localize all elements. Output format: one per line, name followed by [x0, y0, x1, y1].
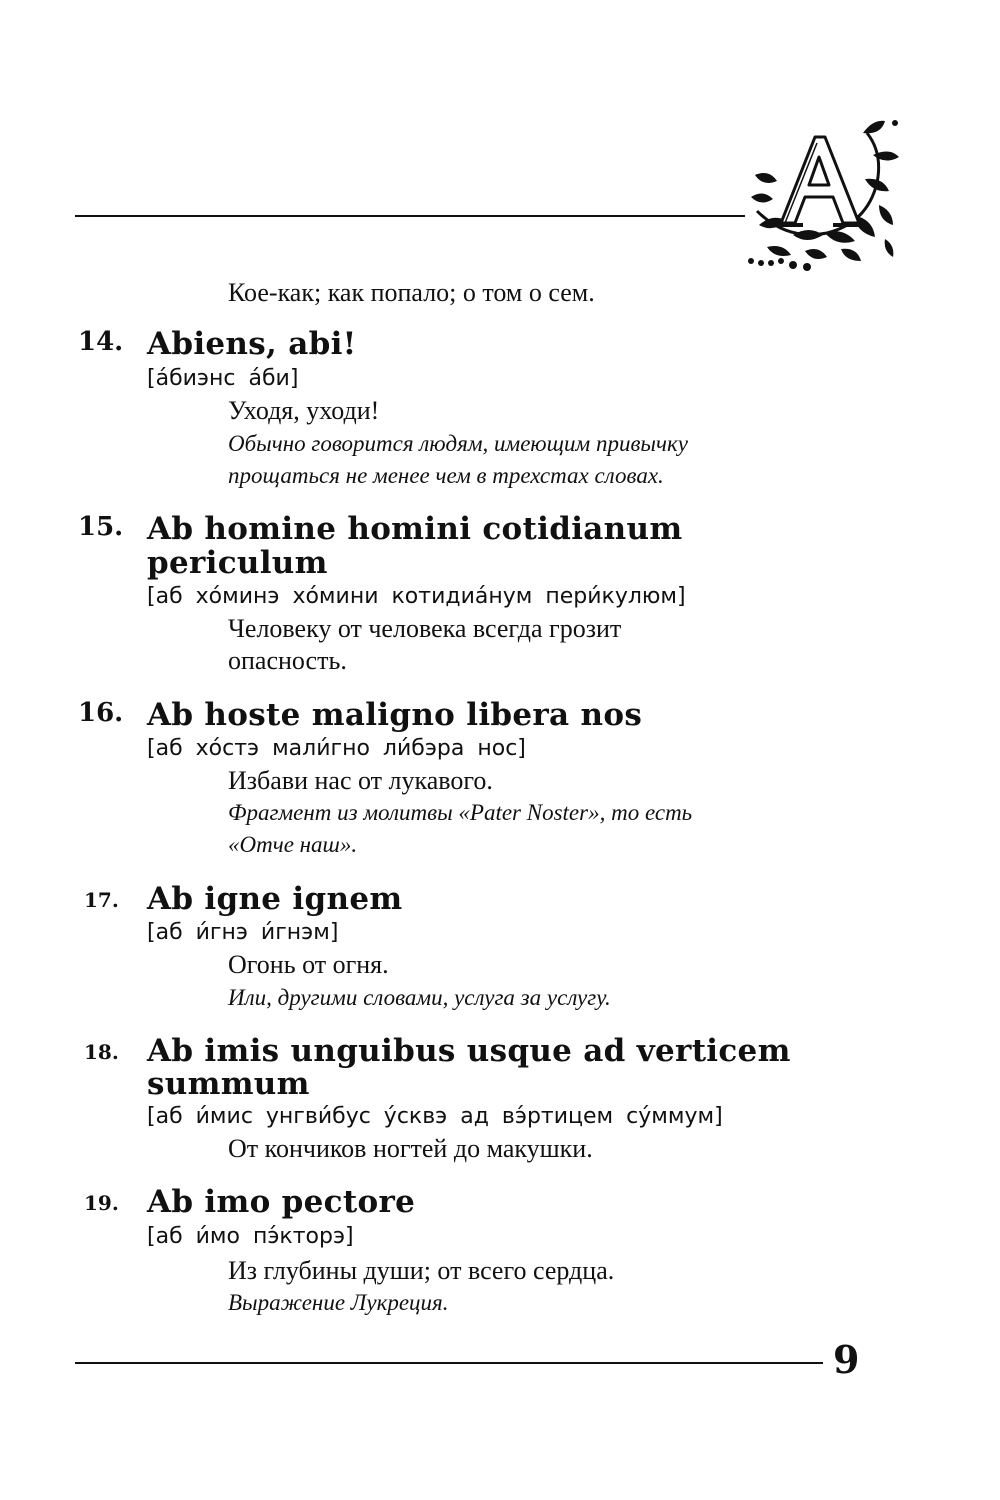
translation: Огонь от огня. [228, 950, 389, 979]
commentary: Фрагмент из молитвы «Pater Noster», то есть [228, 800, 693, 825]
commentary: прощаться не менее чем в трехстах словах. [228, 463, 664, 488]
transliteration: [аб и́гнэ и́гнэм] [147, 920, 339, 945]
latin-phrase: summum [147, 1066, 310, 1102]
translation: Из глубины души; от всего сердца. [228, 1256, 615, 1285]
ornamental-drop-cap [745, 115, 905, 275]
translation: Человеку от человека всегда грозит [228, 614, 622, 643]
latin-phrase: periculum [147, 545, 328, 581]
translation: От кончиков ногтей до макушки. [228, 1134, 593, 1163]
latin-phrase: Ab hoste maligno libera nos [147, 697, 643, 733]
entry-number: 14. [78, 327, 124, 357]
transliteration: [аб и́мо пэ́кторэ] [147, 1224, 354, 1249]
translation: опасность. [228, 646, 347, 675]
entry-number: 18. [84, 1040, 119, 1064]
latin-phrase: Ab imis unguibus usque ad verticem [147, 1033, 791, 1069]
continuation-text: Кое-как; как попало; о том о сем. [228, 278, 595, 307]
commentary: «Отче наш». [228, 832, 358, 857]
drop-cap-ornament-icon [745, 115, 905, 275]
transliteration: [аб и́мис унгви́бус у́сквэ ад вэ́ртицем су́ммум] [147, 1104, 723, 1129]
page-number: 9 [833, 1337, 860, 1382]
translation: Избави нас от лукавого. [228, 766, 493, 795]
transliteration: [а́биэнс а́би] [147, 366, 299, 391]
latin-phrase: Abiens, abi! [147, 326, 357, 362]
header-rule [75, 215, 745, 217]
commentary: Выражение Лукреция. [228, 1290, 449, 1315]
latin-phrase: Ab imo pectore [147, 1184, 416, 1220]
entry-number: 19. [84, 1191, 119, 1215]
entry-number: 17. [84, 888, 119, 912]
translation: Уходя, уходи! [228, 396, 380, 425]
entry-number: 15. [78, 512, 124, 542]
latin-phrase: Ab igne ignem [147, 881, 403, 917]
transliteration: [аб хо́стэ мали́гно ли́бэра нос] [147, 736, 526, 761]
latin-phrase: Ab homine homini cotidianum [147, 511, 683, 547]
transliteration: [аб хо́минэ хо́мини котидиа́нум пери́кулюм] [147, 584, 686, 609]
commentary: Или, другими словами, услуга за услугу. [228, 985, 611, 1010]
entry-number: 16. [78, 698, 124, 728]
footer-rule [75, 1362, 823, 1364]
commentary: Обычно говорится людям, имеющим привычку [228, 431, 688, 456]
